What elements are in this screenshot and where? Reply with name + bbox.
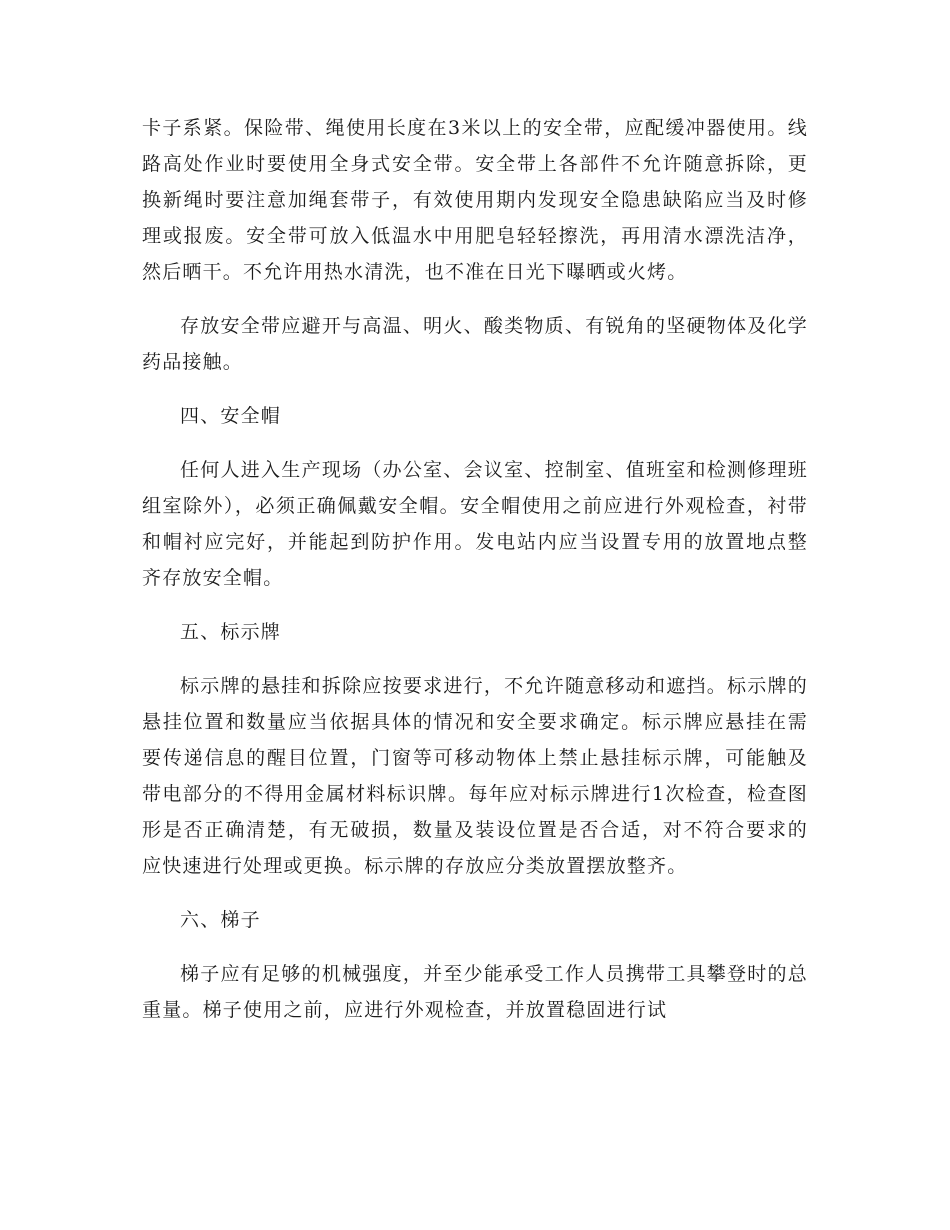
paragraph-safety-belt-storage: 存放安全带应避开与高温、明火、酸类物质、有锐角的坚硬物体及化学药品接触。: [142, 315, 808, 373]
paragraph-safety-helmet: 任何人进入生产现场（办公室、会议室、控制室、值班室和检测修理班组室除外），必须正确佩戴安全帽。安全帽使用之前应进行外观检查，衬带和帽衬应完好，并能起到防护作用。发电站内应当设置专用的放置地点整齐存放安全帽。: [142, 459, 808, 589]
section-heading-ladder: 六、梯子: [180, 909, 261, 931]
paragraph-sign-board: 标示牌的悬挂和拆除应按要求进行，不允许随意移动和遮挡。标示牌的悬挂位置和数量应当依据具体的情况和安全要求确定。标示牌应悬挂在需要传递信息的醒目位置，门窗等可移动物体上禁止悬挂标示牌，可能触及带电部分的不得用金属材料标识牌。每年应对标示牌进行1次检查，检查图形是否正确清楚，有无破损，数量及装设位置是否合适，对不符合要求的应快速进行处理或更换。标示牌的存放应分类放置摆放整齐。: [142, 675, 808, 877]
section-heading-safety-helmet: 四、安全帽: [180, 405, 282, 427]
document-body: [142, 110, 808, 1046]
paragraph-safety-belt-usage: 卡子系紧。保险带、绳使用长度在3米以上的安全带，应配缓冲器使用。线路高处作业时要使用全身式安全带。安全带上各部件不允许随意拆除，更换新绳时要注意加绳套带子，有效使用期内发现安全隐患缺陷应当及时修理或报废。安全带可放入低温水中用肥皂轻轻擦洗，再用清水漂洗洁净，然后晒干。不允许用热水清洗，也不准在日光下曝晒或火烤。: [142, 117, 808, 283]
section-heading-sign-board: 五、标示牌: [180, 621, 282, 643]
paragraph-ladder: 梯子应有足够的机械强度，并至少能承受工作人员携带工具攀登时的总重量。梯子使用之前，应进行外观检查，并放置稳固进行试: [142, 963, 808, 1021]
